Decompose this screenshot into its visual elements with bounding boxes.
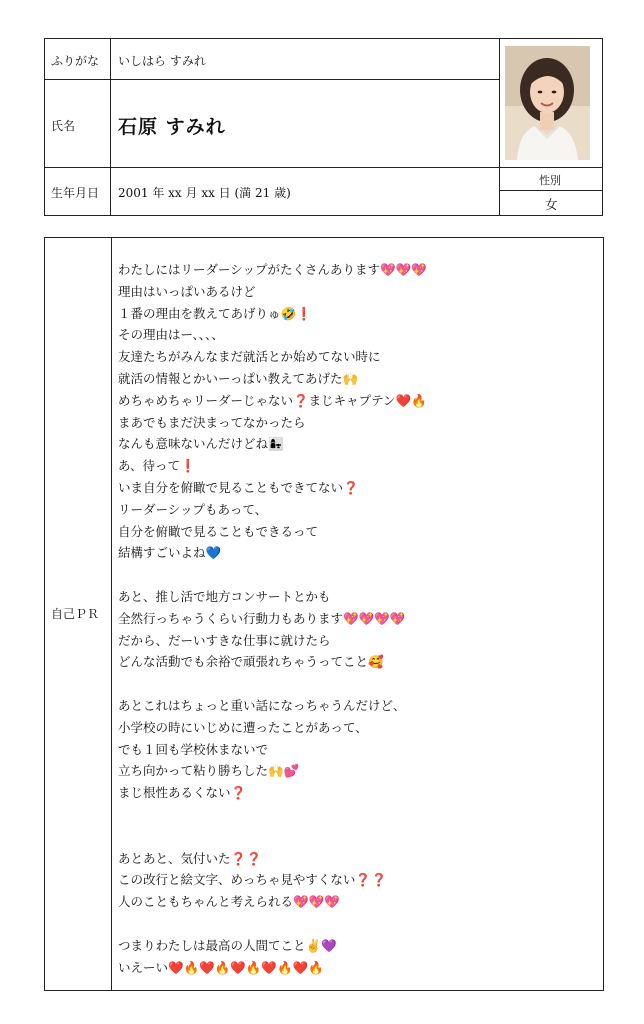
self-pr-line: めちゃめちゃリーダーじゃない❓まじキャプテン❤️🔥 bbox=[118, 392, 427, 408]
self-pr-blank-line bbox=[118, 804, 598, 826]
self-pr-line: 立ち向かって粘り勝ちした🙌💕 bbox=[118, 763, 300, 779]
profile-divider bbox=[44, 79, 500, 80]
name-value: 石原 すみれ bbox=[118, 116, 226, 138]
birthdate-label: 生年月日 bbox=[51, 186, 100, 200]
self-pr-line: 理由はいっぱいあるけど bbox=[118, 283, 256, 299]
profile-divider bbox=[110, 38, 111, 216]
self-pr-line: つまりわたしは最高の人間てこと✌️💜 bbox=[118, 937, 337, 953]
self-pr-line: 自分を俯瞰で見ることもできるって bbox=[118, 523, 319, 539]
self-pr-divider bbox=[111, 237, 112, 991]
profile-divider bbox=[44, 167, 603, 168]
self-pr-line: わたしにはリーダーシップがたくさんあります💖💖💖 bbox=[118, 262, 427, 277]
self-pr-line: いえーい❤️🔥❤️🔥❤️🔥❤️🔥❤️🔥 bbox=[118, 959, 324, 975]
self-pr-line: あと、推し活で地方コンサートとかも bbox=[118, 588, 331, 604]
self-pr-line: 人のこともちゃんと考えられる💖💖💖 bbox=[118, 894, 340, 910]
self-pr-line: でも１回も学校休まないで bbox=[118, 741, 269, 757]
self-pr-line: だから、だーいすきな仕事に就けたら bbox=[118, 632, 331, 648]
name-label: 氏名 bbox=[51, 119, 76, 133]
self-pr-line: １番の理由を教えてあげりゅ🤣❗️ bbox=[118, 305, 312, 321]
birthdate-value: 2001 年 xx 月 xx 日 (満 21 歳) bbox=[118, 186, 291, 200]
self-pr-line: 友達たちがみんなまだ就活とか始めてない時に bbox=[118, 349, 381, 365]
gender-label: 性別 bbox=[539, 174, 561, 187]
self-pr-blank-line bbox=[118, 913, 598, 935]
self-pr-line: リーダーシップもあって、 bbox=[118, 501, 268, 517]
self-pr-text bbox=[118, 259, 598, 978]
self-pr-line: この改行と絵文字、めっちゃ見やすくない❓❓ bbox=[118, 872, 387, 888]
self-pr-line: あとあと、気付いた❓❓ bbox=[118, 850, 262, 866]
self-pr-line: その理由はー、、、、 bbox=[118, 327, 224, 343]
self-pr-line: どんな活動でも余裕で頑張れちゃうってこと🥰 bbox=[118, 654, 384, 670]
self-pr-line: いま自分を俯瞰で見ることもできてない❓ bbox=[118, 479, 359, 495]
self-pr-blank-line bbox=[118, 564, 598, 586]
profile-divider bbox=[499, 190, 603, 191]
self-pr-line: 小学校の時にいじめに遭ったことがあって、 bbox=[118, 719, 368, 735]
self-pr-line: あ、待って❗️ bbox=[118, 458, 196, 474]
self-pr-line: まあでもまだ決まってなかったら bbox=[118, 414, 306, 430]
self-pr-line: 全然行っちゃうくらい行動力もあります💖💖💖💖 bbox=[118, 610, 406, 626]
self-pr-line: 就活の情報とかいーっぱい教えてあげた🙌 bbox=[118, 370, 359, 386]
self-pr-line: まじ根性あるくない❓ bbox=[118, 785, 247, 801]
portrait-photo bbox=[505, 46, 590, 160]
self-pr-line: 結構すごいよね💙 bbox=[118, 545, 222, 561]
gender-value: 女 bbox=[545, 197, 558, 212]
self-pr-blank-line bbox=[118, 673, 598, 695]
self-pr-blank-line bbox=[118, 826, 598, 848]
furigana-label: ふりがな bbox=[51, 54, 100, 68]
self-pr-line: あとこれはちょっと重い話になっちゃうんだけど、 bbox=[118, 697, 406, 713]
self-pr-line: なんも意味ないんだけどね👩‍👧 bbox=[118, 436, 284, 452]
furigana-value: いしはら すみれ bbox=[118, 54, 206, 68]
self-pr-label: 自己ＰＲ bbox=[51, 607, 100, 621]
